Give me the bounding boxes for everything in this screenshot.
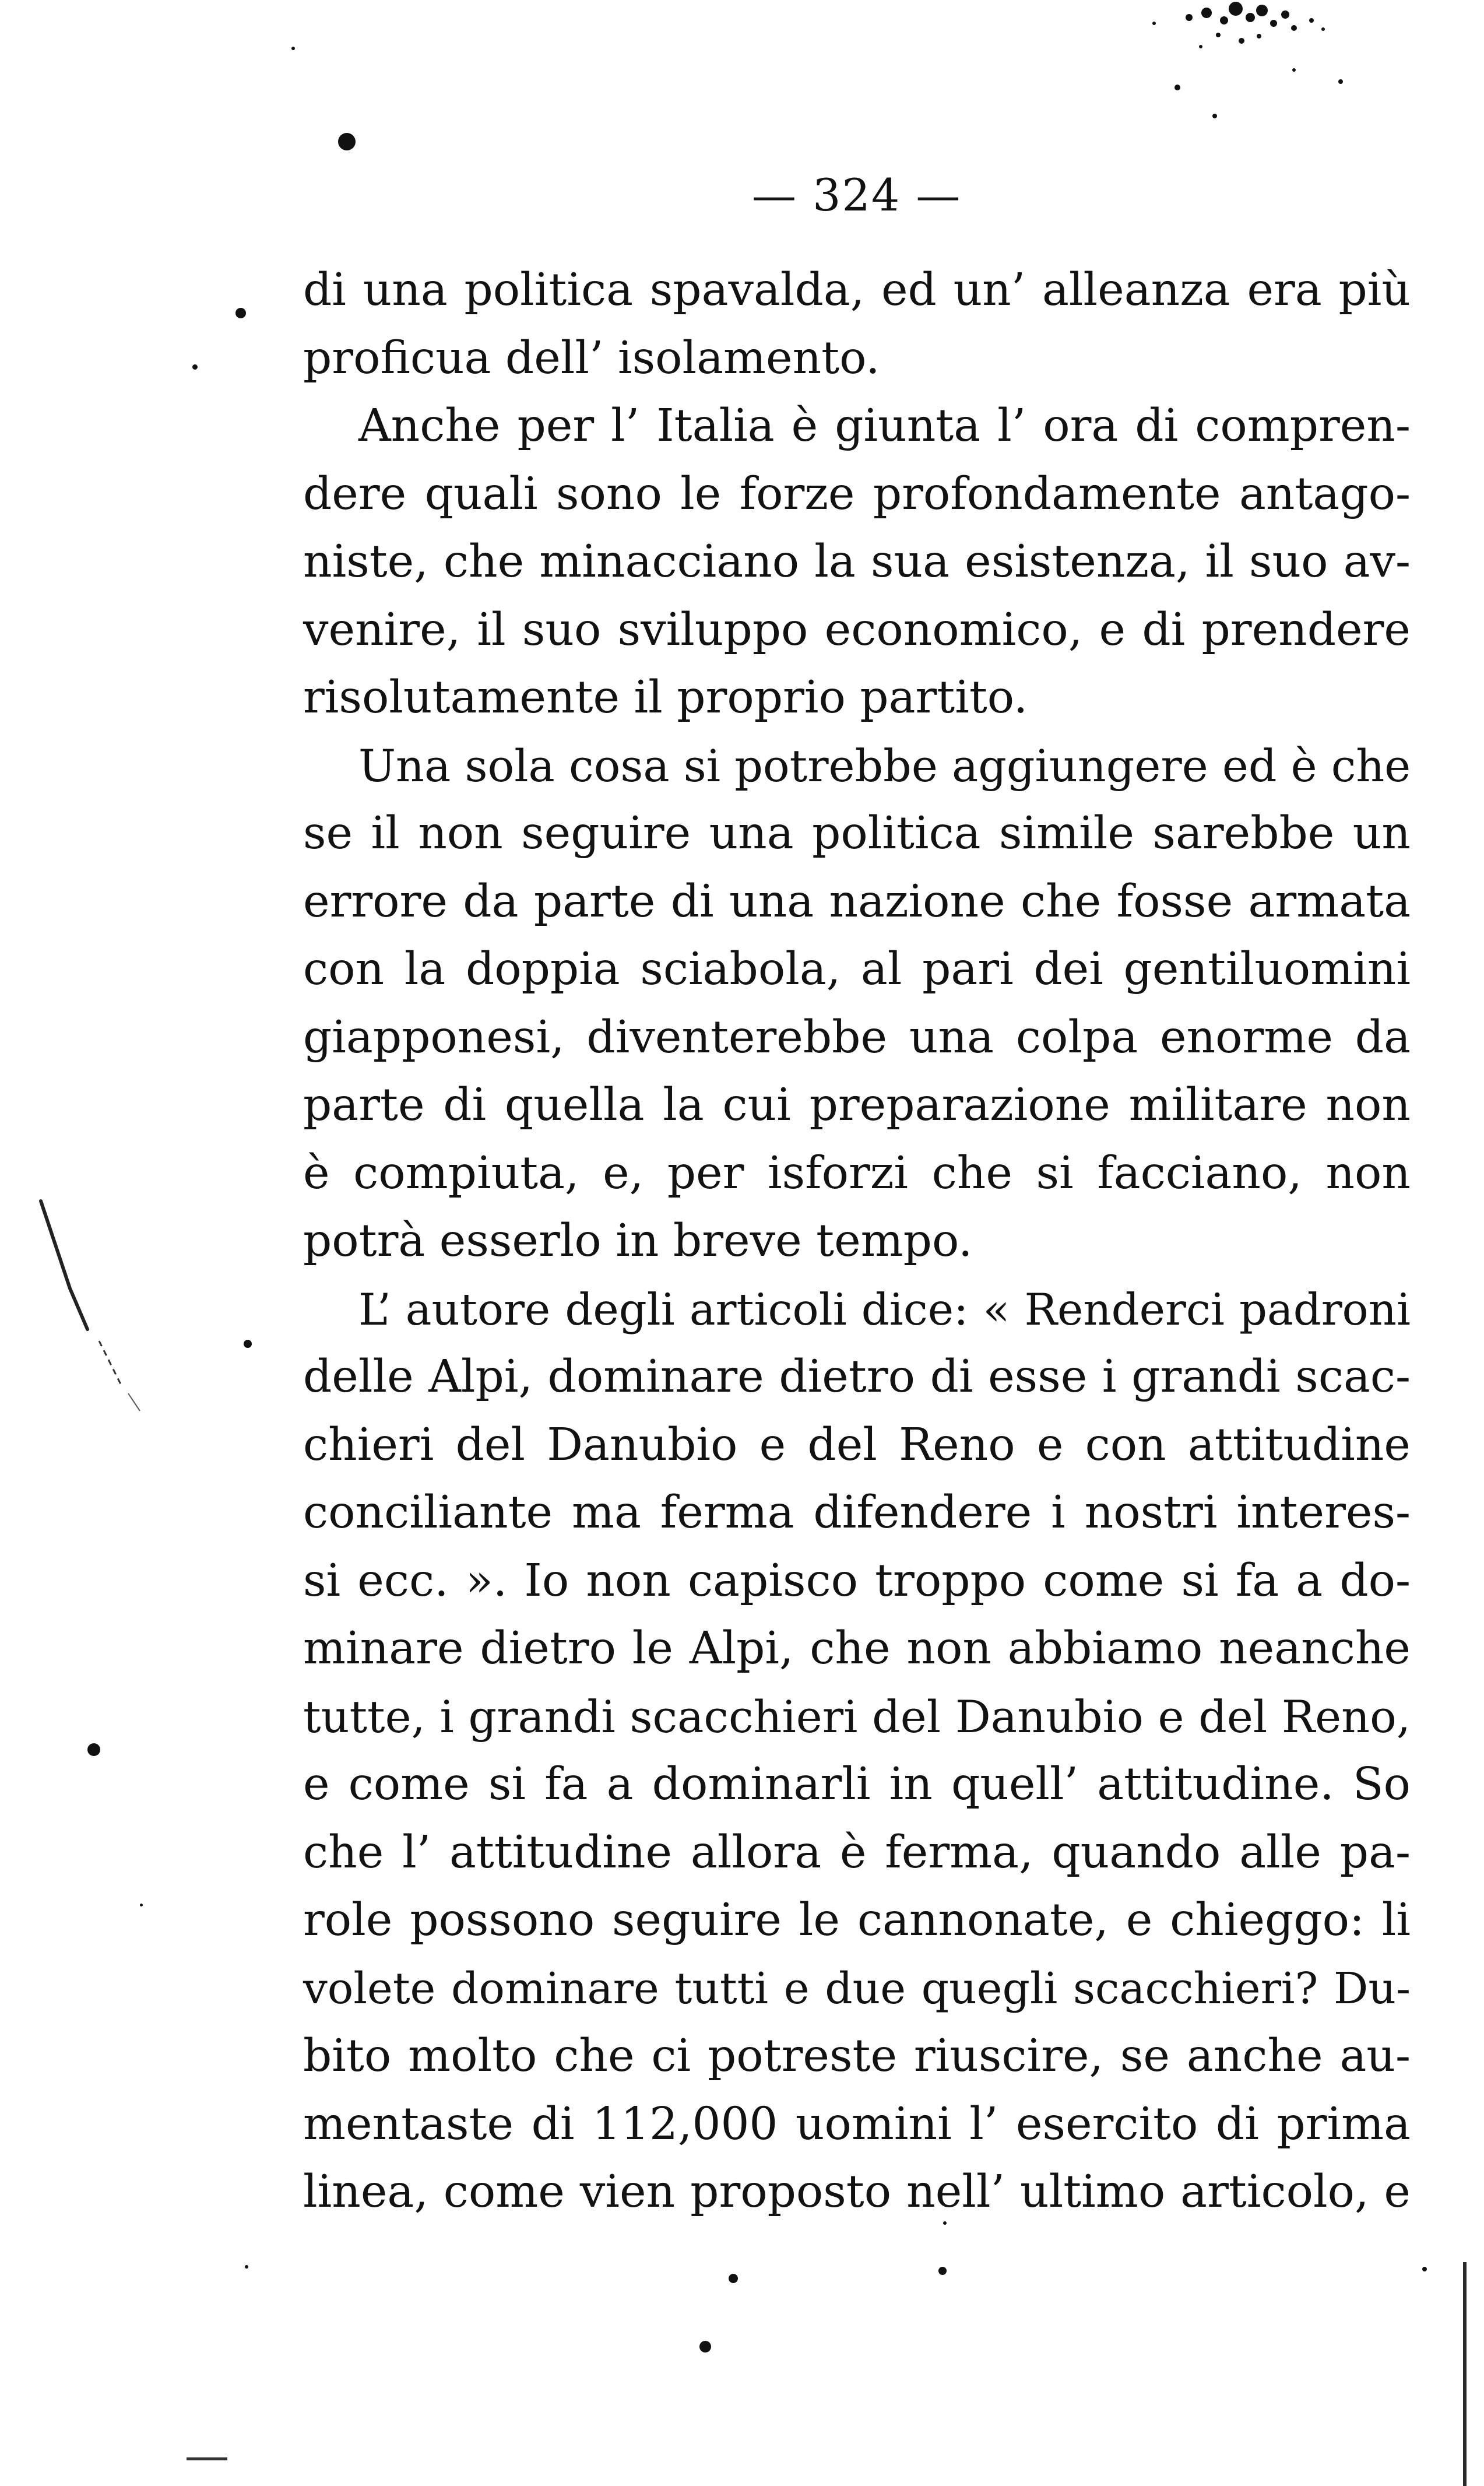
text-line: parte di quella la cui preparazione militare non (303, 1079, 1411, 1131)
speck-dot (291, 47, 295, 50)
text-line: che l’ attitudine allora è ferma, quando alle pa- (303, 1826, 1411, 1878)
text-line: minare dietro le Alpi, che non abbiamo neanche (303, 1623, 1411, 1674)
speck-dot (87, 1743, 100, 1756)
speck-dot (235, 308, 246, 318)
text-line: errore da parte di una nazione che fosse armata (303, 875, 1411, 928)
text-line: niste, che minacciano la sua esistenza, il suo av- (303, 536, 1411, 588)
speck-dot (699, 2341, 711, 2352)
text-line: delle Alpi, dominare dietro di esse i grandi scac- (303, 1351, 1411, 1403)
speck-dot (1422, 2267, 1427, 2271)
text-line: se il non seguire una politica simile sarebbe un (303, 807, 1411, 859)
speck-dot (1212, 114, 1217, 118)
text-line: è compiuta, e, per isforzi che si facciano, non (303, 1147, 1411, 1199)
text-line: si ecc. ». Io non capisco troppo come si fa a do- (303, 1554, 1411, 1607)
text-line: di una politica spavalda, ed un’ alleanza era più (303, 264, 1411, 316)
page-edge-line (1463, 2262, 1467, 2486)
speck-dot (244, 1340, 252, 1348)
text-line: chieri del Danubio e del Reno e con attitudine (303, 1418, 1411, 1471)
speck-dot (140, 1904, 143, 1906)
text-line: tutte, i grandi scacchieri del Danubio e del Reno, (303, 1690, 1411, 1743)
margin-pencil-mark (35, 1195, 152, 1417)
text-line: potrà esserlo in breve tempo. (303, 1215, 973, 1267)
text-line: L’ autore degli articoli dice: « Renderci padroni (358, 1283, 1411, 1335)
text-line: proficua dell’ isolamento. (303, 332, 880, 384)
text-line: giapponesi, diventerebbe una colpa enorme da (303, 1011, 1411, 1063)
text-line: conciliante ma ferma difendere i nostri interes- (303, 1487, 1411, 1539)
text-line: con la doppia sciabola, al pari dei gentiluomini (303, 943, 1411, 995)
text-line: venire, il suo sviluppo economico, e di prendere (303, 603, 1411, 656)
text-line: dere quali sono le forze profondamente antago- (303, 468, 1411, 520)
speck-dot (192, 364, 198, 370)
text-line: bito molto che ci potreste riuscire, se anche au- (303, 2030, 1411, 2082)
speck-dot (338, 133, 356, 150)
page-bottom-mark (187, 2457, 227, 2460)
text-line: mentaste di 112,000 uomini l’ esercito di prima (303, 2098, 1411, 2150)
body-text (303, 257, 1411, 2227)
text-line: risolutamente il proprio partito. (303, 672, 1028, 724)
ink-blot-decoration (1119, 0, 1387, 93)
speck-dot (938, 2267, 947, 2275)
speck-dot (729, 2274, 738, 2283)
speck-dot (245, 2265, 248, 2269)
text-line: role possono seguire le cannonate, e chieggo: li (303, 1894, 1411, 1946)
text-line: e come si fa a dominarli in quell’ attitudine. So (303, 1758, 1411, 1810)
text-line: Anche per l’ Italia è giunta l’ ora di compren- (358, 400, 1411, 452)
text-line: volete dominare tutti e due quegli scacchieri? Du- (303, 1963, 1411, 2014)
text-line: linea, come vien proposto nell’ ultimo articolo, e (303, 2166, 1411, 2218)
page-number: — 324 — (752, 169, 962, 221)
text-line: Una sola cosa si potrebbe aggiungere ed è che (358, 739, 1411, 792)
